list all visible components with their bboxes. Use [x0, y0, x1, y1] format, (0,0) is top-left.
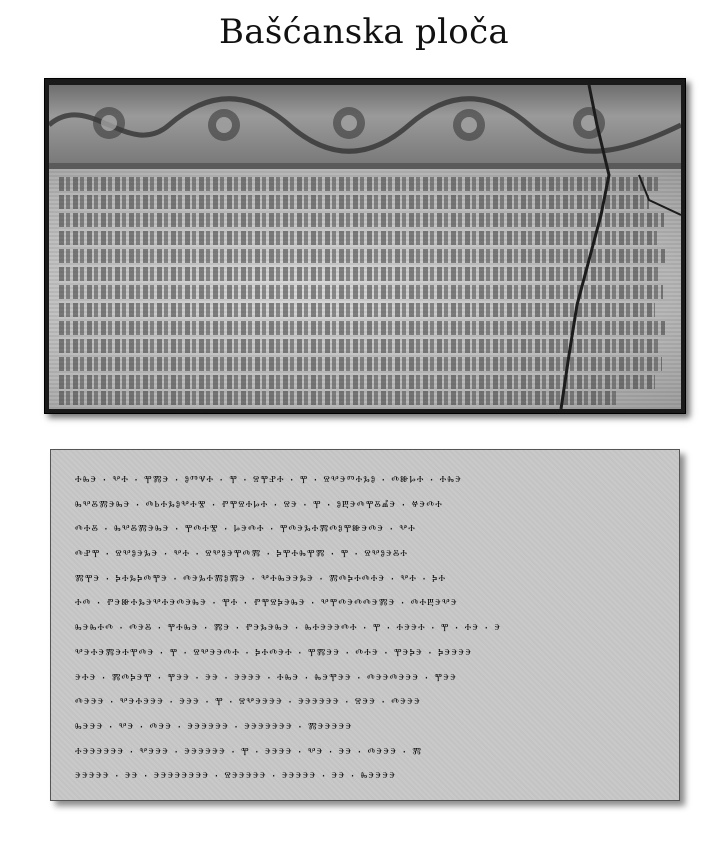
- transcription-line-12: ⰰⰵⰵⰵⰵⰵⰵ · ⰲⰵⰵⰵ · ⰵⰵⰵⰵⰵⰵ · ⰹ · ⰵⰵⰵⰵ · ⰲⰵ · ⰵⰵ · ⰴⰵⰵⰵ · ⰿ: [75, 744, 423, 759]
- transcription-line-3: ⰴⰰⰻ · ⰸⰲⰻⰿⰵⰸⰵ · ⰹⰴⰰⰺ · ⱈⰵⰴⰰ · ⰹⰴⰵⰳⰰⰿⰴⱁⰹⱆⰵⰴⰵ · ⰲⰰ: [75, 522, 416, 537]
- transcription-line-7: ⰸⰵⰸⰰⰴ · ⰴⰵⰻ · ⰹⰰⰸⰵ · ⰿⰵ · ⱂⰵⰳⰵⰸⰵ · ⰸⰰⰵⰵⰵⰴⰰ · ⰹ · ⰰⰵⰵⰰ · ⰹ · ⰰⰵ · ⰵ: [75, 621, 502, 636]
- transcription-lines: [75, 468, 661, 789]
- transcription-line-13: ⰵⰵⰵⰵⰵ · ⰵⰵ · ⰵⰵⰵⰵⰵⰵⰵⰵ · ⱄⰵⰵⰵⰵⰵ · ⰵⰵⰵⰵⰵ · ⰵⰵ · ⰸⰵⰵⰵⰵ: [75, 769, 397, 784]
- transcription-line-6: ⰰⰴ · ⱂⰵⱆⰰⰳⰵⰲⰰⰵⰴⰵⰸⰵ · ⰹⰰ · ⱂⰹⱄⰽⰵⰸⰵ · ⰲⰹⰴⰵⰴⰴⰵⰿⰵ · ⰴⰰⰱⰵⰲⰵ: [75, 596, 458, 611]
- transcription-line-10: ⰴⰵⰵⰵ · ⰲⰵⰰⰵⰵⰵ · ⰵⰵⰵ · ⰹ · ⱄⰲⰵⰵⰵⰵ · ⰵⰵⰵⰵⰵⰵ · ⱄⰵⰵ · ⰴⰵⰵⰵ: [75, 695, 422, 710]
- transcription-line-11: ⰸⰵⰵⰵ · ⰲⰵ · ⰴⰵⰵ · ⰵⰵⰵⰵⰵⰵ · ⰵⰵⰵⰵⰵⰵⰵ · ⰿⰵⰵⰵⰵⰵ: [75, 719, 353, 734]
- stone-crack: [49, 85, 681, 409]
- glagolitic-transcription-panel: [50, 449, 680, 801]
- stone-surface: [49, 85, 681, 409]
- transcription-line-9: ⰵⰰⰵ · ⰿⰴⰽⰵⰹ · ⰹⰵⰵ · ⰵⰵ · ⰵⰵⰵⰵ · ⰰⰸⰵ · ⰸⰵⰹⰵⰵ · ⰴⰵⰵⰴⰵⰵⰵ · ⰹⰵⰵ: [75, 670, 458, 685]
- page-title: Bašćanska ploča: [219, 12, 509, 52]
- transcription-line-5: ⰿⰹⰵ · ⰽⰰⰳⰽⰴⰹⰵ · ⰴⰵⰳⰰⰿⱁⰿⰵ · ⰲⰰⰸⰵⰵⰳⰵ · ⰿⰴⰽⰰⰴⰰⰵ · ⰲⰰ · ⰽⰰ: [75, 571, 447, 586]
- transcription-line-1: ⰰⰸⰵ · ⰲⰰ · ⰹⰿⰵ · ⱁⱅⱌⰰ · ⰹ · ⱄⰹⱀⰰ · ⰹ · ⱄⰲⰵⱅⰰⰳⱁ · ⰴⱆⱈⰰ · ⰰⰸⰵ: [75, 473, 463, 487]
- transcription-line-4: ⰴⱀⰹ · ⱄⰲⱁⰵⰳⰵ · ⰲⰰ · ⱄⰲⱁⰵⰹⰴⰿ · ⰽⰹⰰⰸⰹⰿ · ⰹ · ⱄⰲⱁⰵⰻⰰ: [75, 547, 409, 562]
- stone-tablet-photo: [44, 78, 686, 414]
- transcription-line-2: ⰸⰲⰻⰿⰵⰸⰵ · ⰴⱃⰰⰳⱁⰲⰰⰺ · ⱂⰹⱄⰰⱈⰰ · ⱄⰵ · ⰹ · ⱁⰱⰵⰴⰹⰻⰼⰵ · ⱍⰵⰴⰰ: [75, 497, 443, 512]
- transcription-line-8: ⰲⰵⰰⰵⰿⰵⰰⰹⰴⰵ · ⰹ · ⱄⰲⰵⰵⰴⰰ · ⰽⰰⰴⰵⰰ · ⰹⰿⰵⰵ · ⰴⰰⰵ · ⰹⰵⰽⰵ · ⰽⰵⰵⰵⰵ: [75, 645, 473, 660]
